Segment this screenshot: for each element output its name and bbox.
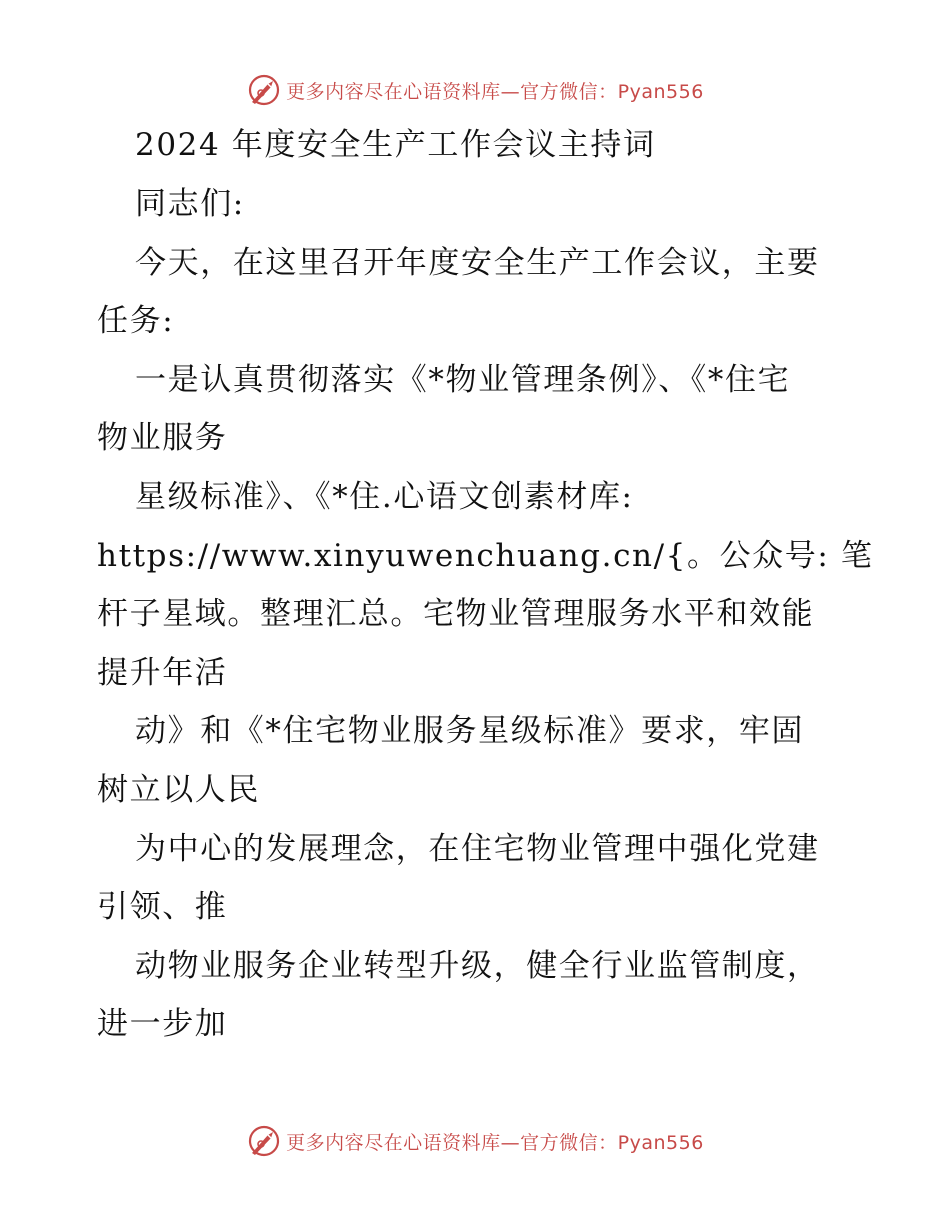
document-title: 2024 年度安全生产工作会议主持词 xyxy=(135,127,656,163)
body-line: 进一步加 xyxy=(97,1006,228,1042)
header-watermark-banner xyxy=(0,70,950,110)
pen-logo-icon xyxy=(246,72,282,108)
body-line: https://www.xinyuwenchuang.cn/{。公众号: 笔 xyxy=(97,538,874,574)
body-line: 星级标准》、《*住.心语文创素材库: xyxy=(135,479,634,515)
body-line: 杆子星域。整理汇总。宅物业管理服务水平和效能 xyxy=(97,596,815,632)
pen-logo-icon xyxy=(246,1123,282,1159)
watermark-text: 更多内容尽在心语资料库—官方微信：Pyan556 xyxy=(286,1131,704,1154)
body-line: 任务: xyxy=(97,303,175,339)
body-line: 引领、推 xyxy=(97,889,228,925)
body-line: 物业服务 xyxy=(97,420,228,456)
body-line: 为中心的发展理念，在住宅物业管理中强化党建 xyxy=(135,831,820,867)
body-line: 一是认真贯彻落实《*物业管理条例》、《*住宅 xyxy=(135,362,791,398)
body-line: 提升年活 xyxy=(97,655,228,691)
body-line: 动》和《*住宅物业服务星级标准》要求，牢固 xyxy=(135,713,805,749)
watermark-text: 更多内容尽在心语资料库—官方微信：Pyan556 xyxy=(286,80,704,103)
body-line: 同志们: xyxy=(135,186,245,222)
body-line: 今天，在这里召开年度安全生产工作会议，主要 xyxy=(135,245,820,281)
footer-watermark-banner xyxy=(0,1121,950,1161)
body-line: 树立以人民 xyxy=(97,772,260,808)
body-line: 动物业服务企业转型升级，健全行业监管制度， xyxy=(135,948,820,984)
